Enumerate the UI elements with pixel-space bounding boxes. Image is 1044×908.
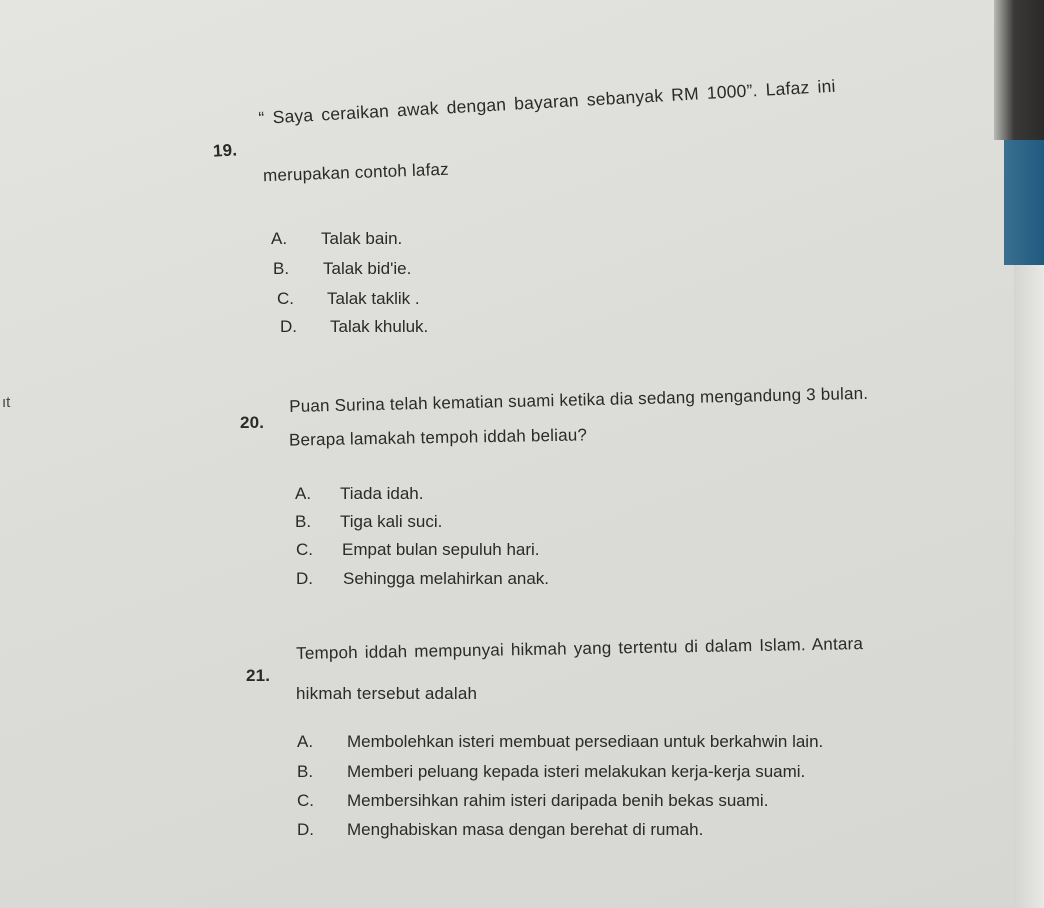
option-letter: D.	[297, 820, 314, 839]
question-number: 20.	[240, 413, 265, 432]
option-text: Menghabiskan masa dengan berehat di rumah.	[347, 820, 704, 839]
option-letter: B.	[295, 512, 312, 531]
option-text: Talak khuluk.	[330, 317, 429, 336]
option-text: Talak taklik .	[327, 289, 420, 308]
background-edge-light	[1014, 265, 1044, 908]
option-letter: C.	[296, 540, 313, 559]
option-letter: C.	[277, 289, 294, 308]
option-b[interactable]	[273, 259, 411, 279]
question-text-line1: Puan Surina telah kematian suami ketika dia sedang mengandung 3 bulan.	[289, 383, 869, 416]
background-edge-dark	[994, 0, 1044, 140]
option-a[interactable]	[297, 732, 823, 752]
option-b[interactable]	[297, 762, 805, 782]
option-text: Tiga kali suci.	[340, 512, 443, 531]
option-d[interactable]	[280, 317, 428, 337]
question-text-line2: Berapa lamakah tempoh iddah beliau?	[288, 425, 588, 450]
option-a[interactable]	[295, 484, 423, 504]
option-b[interactable]	[295, 512, 442, 532]
question-text-line1: Tempoh iddah mempunyai hikmah yang tertentu di dalam Islam. Antara	[296, 634, 864, 663]
question-number: 19.	[212, 140, 238, 161]
option-text: Sehingga melahirkan anak.	[343, 569, 550, 588]
option-letter: A.	[297, 732, 314, 751]
option-text: Talak bid'ie.	[323, 259, 412, 278]
option-letter: B.	[273, 259, 290, 278]
option-d[interactable]	[297, 820, 703, 840]
option-text: Membersihkan rahim isteri daripada benih bekas suami.	[347, 791, 769, 810]
question-text-line2: hikmah tersebut adalah	[296, 684, 478, 703]
option-letter: B.	[297, 762, 314, 781]
option-text: Tiada idah.	[340, 484, 424, 503]
option-d[interactable]	[296, 569, 549, 589]
option-c[interactable]	[277, 289, 420, 309]
question-text-line1: “ Saya ceraikan awak dengan bayaran sebanyak RM 1000”. Lafaz ini	[258, 75, 837, 128]
option-letter: D.	[296, 569, 313, 588]
option-text: Empat bulan sepuluh hari.	[342, 540, 540, 559]
background-edge-blue	[1004, 140, 1044, 265]
option-c[interactable]	[296, 540, 540, 560]
option-letter: C.	[297, 791, 314, 810]
option-letter: D.	[280, 317, 297, 336]
option-text: Talak bain.	[321, 229, 403, 248]
option-text: Membolehkan isteri membuat persediaan untuk berkahwin lain.	[347, 732, 824, 751]
option-letter: A.	[295, 484, 312, 503]
option-c[interactable]	[297, 791, 768, 811]
question-text-line2: merupakan contoh lafaz	[262, 159, 450, 186]
option-text: Memberi peluang kepada isteri melakukan kerja-kerja suami.	[347, 762, 806, 781]
option-a[interactable]	[271, 229, 402, 249]
option-letter: A.	[271, 229, 288, 248]
question-number: 21.	[246, 666, 271, 685]
margin-fragment: ıt	[2, 394, 11, 411]
